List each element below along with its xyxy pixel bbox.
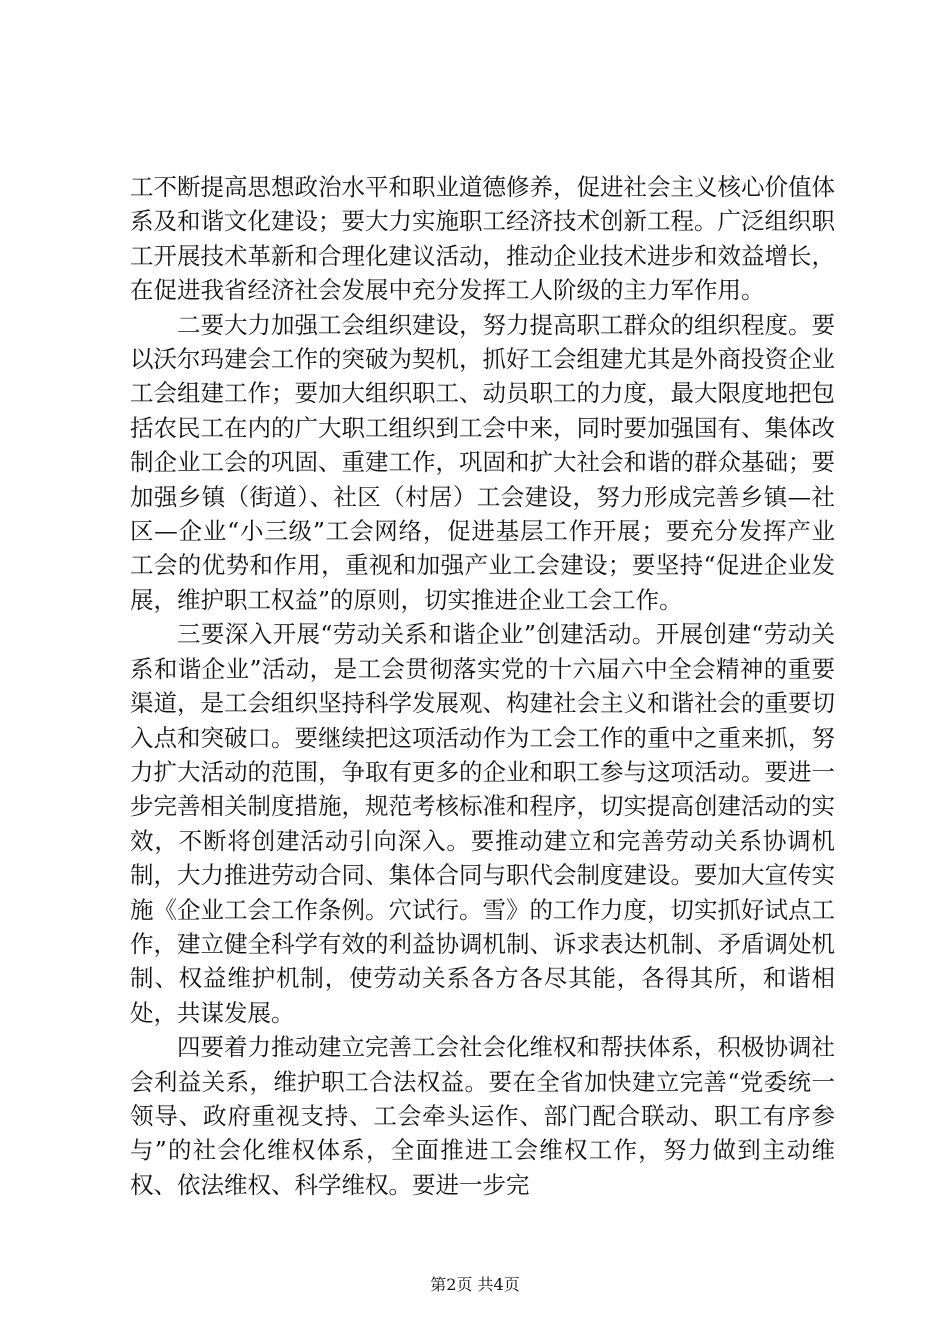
paragraph-organization-building: 二要大力加强工会组织建设，努力提高职工群众的组织程度。要以沃尔玛建会工作的突破为契机，抓好工会组建尤其是外商投资企业工会组建工作；要加大组织职工、动员职工的力度，最大限度地把包括农民工在内的广大职工组织到工会中来，同时要加强国有、集体改制企业工会的巩固、重建工作，巩固和扩大社会和谐的群众基础；要加强乡镇（街道）、社区（村居）工会建设，努力形成完善乡镇—社区—企业“小三级”工会网络，促进基层工作开展；要充分发挥产业工会的优势和作用，重视和加强产业工会建设；要坚持“促进企业发展，维护职工权益”的原则，切实推进企业工会工作。	[130, 310, 835, 614]
paragraph-continued: 工不断提高思想政治水平和职业道德修养，促进社会主义核心价值体系及和谐文化建设；要大力实施职工经济技术创新工程。广泛组织职工开展技术革新和合理化建议活动，推动企业技术进步和效益增长，在促进我省经济社会发展中充分发挥工人阶级的主力军作用。	[130, 173, 835, 305]
page-footer: 第2页 共4页	[430, 1275, 520, 1294]
paragraph-harmonious-enterprise: 三要深入开展“劳动关系和谐企业”创建活动。开展创建“劳动关系和谐企业”活动，是工会贯彻落实党的十六届六中全会精神的重要渠道，是工会组织坚持科学发展观、构建社会主义和谐社会的重要切入点和突破口。要继续把这项活动作为工会工作的重中之重来抓，努力扩大活动的范围，争取有更多的企业和职工参与这项活动。要进一步完善相关制度措施，规范考核标准和程序，切实提高创建活动的实效，不断将创建活动引向深入。要推动建立和完善劳动关系协调机制，大力推进劳动合同、集体合同与职代会制度建设。要加大宣传实施《企业工会工作条例。穴试行。雪》的工作力度，切实抓好试点工作，建立健全科学有效的利益协调机制、诉求表达机制、矛盾调处机制、权益维护机制，使劳动关系各方各尽其能，各得其所，和谐相处，共谋发展。	[130, 620, 835, 1027]
document-body	[130, 170, 835, 1202]
paragraph-rights-protection: 四要着力推动建立完善工会社会化维权和帮扶体系，积极协调社会利益关系，维护职工合法权益。要在全省加快建立完善“党委统一领导、政府重视支持、工会牵头运作、部门配合联动、职工有序参与”的社会化维权体系，全面推进工会维权工作，努力做到主动维权、依法维权、科学维权。要进一步完	[130, 1033, 835, 1199]
